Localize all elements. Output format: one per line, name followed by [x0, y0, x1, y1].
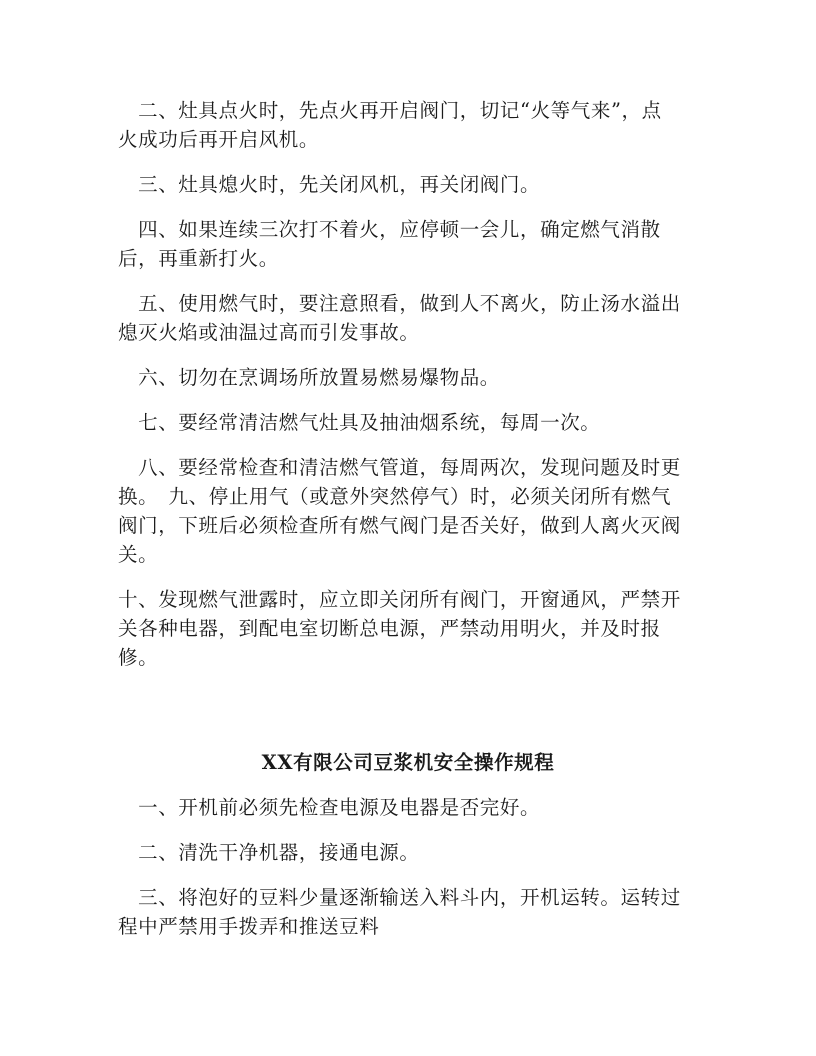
- text-line: 熄灭火焰或油温过高而引发事故。: [118, 321, 420, 344]
- text-line: 火成功后再开启风机。: [118, 128, 320, 151]
- text-line: 一、开机前必须先检查电源及电器是否完好。: [118, 796, 541, 819]
- paragraph-item-3: [118, 170, 698, 199]
- text-line: 三、将泡好的豆料少量逐渐输送入料斗内，开机运转。运转过: [118, 886, 681, 909]
- text-line: 六、切勿在烹调场所放置易燃易爆物品。: [118, 366, 500, 389]
- paragraph-item-10: [118, 585, 698, 672]
- paragraph-item-4: [118, 215, 698, 273]
- text-line: 程中严禁用手拨弄和推送豆料: [118, 915, 380, 938]
- gas-safety-section: [118, 96, 698, 672]
- text-line: 后，再重新打火。: [118, 247, 279, 270]
- paragraph-item-2: [118, 96, 698, 154]
- paragraph-item-3: [118, 883, 698, 941]
- paragraph-item-8-9: [118, 453, 698, 569]
- text-line: 七、要经常清洁燃气灶具及抽油烟系统，每周一次。: [118, 411, 601, 434]
- text-line: 二、清洗干净机器，接通电源。: [118, 841, 420, 864]
- section-spacer: [118, 688, 698, 748]
- text-line: 关各种电器，到配电室切断总电源，严禁动用明火，并及时报: [118, 617, 661, 640]
- text-line: 阀门，下班后必须检查所有燃气阀门是否关好，做到人离火灭阀: [118, 514, 681, 537]
- section-title: XX有限公司豆浆机安全操作规程: [261, 751, 555, 774]
- text-line: 换。 九、停止用气（或意外突然停气）时，必须关闭所有燃气: [118, 485, 672, 508]
- paragraph-item-5: [118, 289, 698, 347]
- paragraph-item-2: [118, 838, 698, 867]
- text-line: 五、使用燃气时，要注意照看，做到人不离火，防止汤水溢出: [118, 292, 681, 315]
- document-page: [118, 96, 698, 957]
- text-line: 三、灶具熄火时，先关闭风机，再关闭阀门。: [118, 173, 541, 196]
- text-line: 四、如果连续三次打不着火，应停顿一会儿，确定燃气消散: [118, 218, 661, 241]
- text-line: 修。: [118, 646, 159, 669]
- paragraph-item-6: [118, 363, 698, 392]
- soymilk-machine-section: [118, 748, 698, 941]
- text-line: 八、要经常检查和清洁燃气管道，每周两次，发现问题及时更: [118, 456, 681, 479]
- paragraph-item-1: [118, 793, 698, 822]
- text-line: 关。: [118, 543, 159, 566]
- paragraph-item-7: [118, 408, 698, 437]
- text-line: 二、灶具点火时，先点火再开启阀门，切记“火等气来”，点: [118, 99, 662, 122]
- text-line: 十、发现燃气泄露时，应立即关闭所有阀门，开窗通风，严禁开: [118, 588, 681, 611]
